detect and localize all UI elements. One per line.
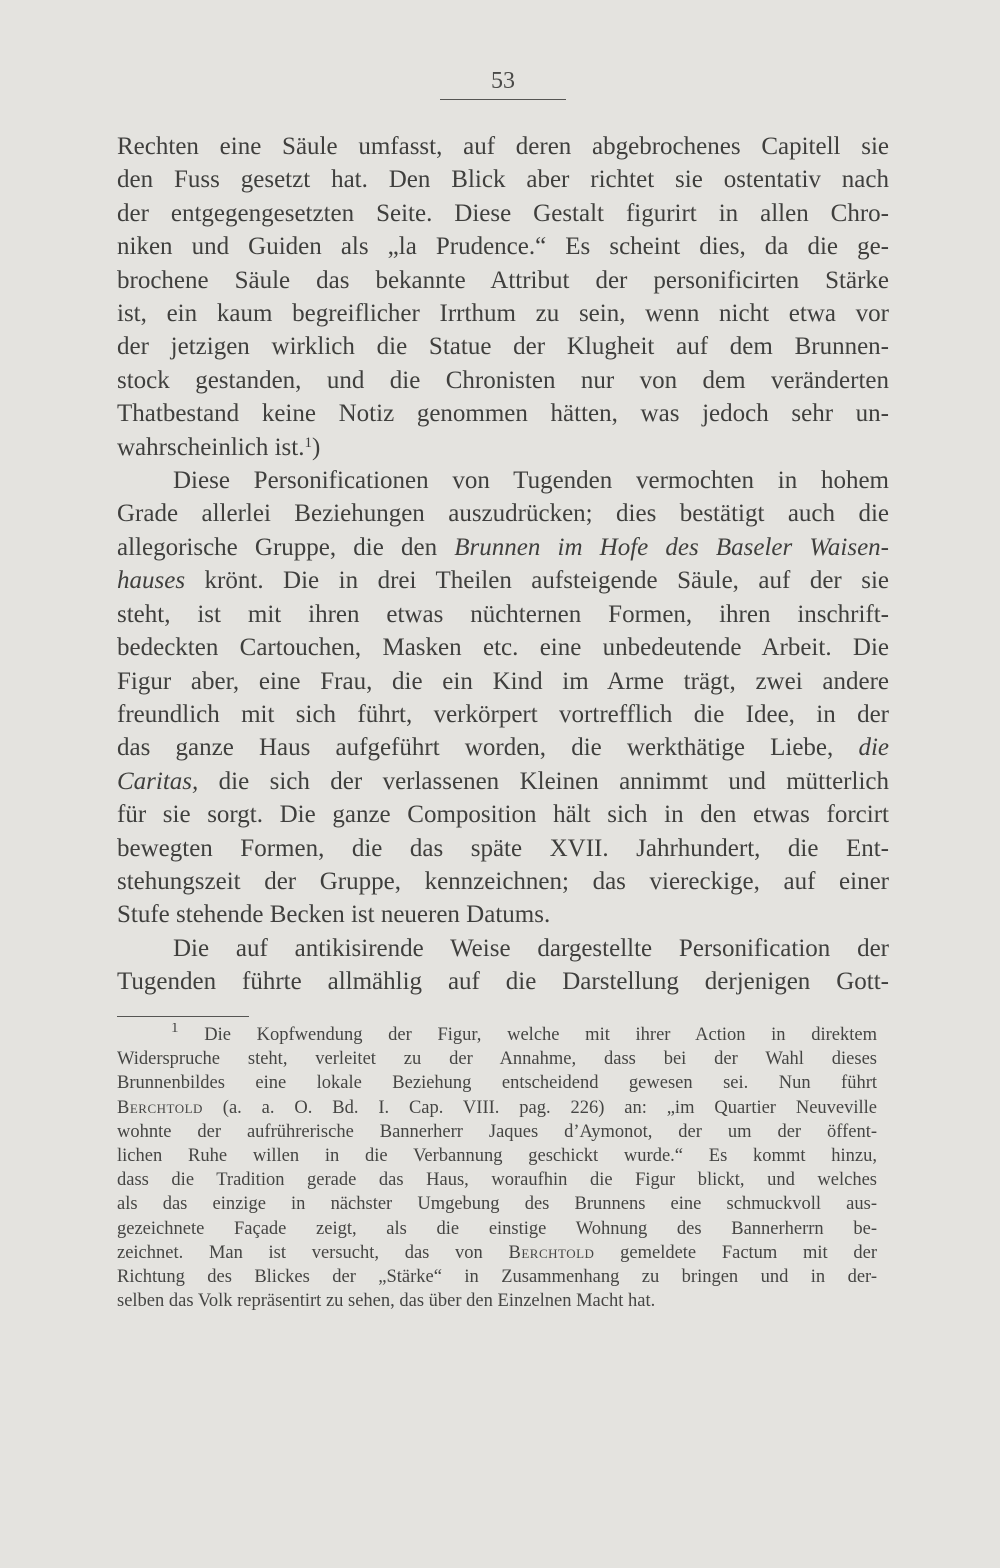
paragraph-1: [117, 130, 889, 464]
footnote-marker: 1: [171, 1023, 179, 1036]
footnote-line: Widerspruche steht, verleitet zu der Annahme, dass bei der Wahl dieses: [117, 1049, 877, 1070]
text-line: Tugenden führte allmählig auf die Darstellung derjenigen Gott-: [117, 968, 889, 996]
text-line: Grade allerlei Beziehungen auszudrücken; dies bestätigt auch die: [117, 500, 889, 528]
text-line: der jetzigen wirklich die Statue der Klugheit auf dem Brunnen-: [117, 333, 889, 361]
text-fragment: gemeldete Factum mit der: [594, 1242, 877, 1263]
footnote-line: lichen Ruhe willen in die Verbannung geschickt wurde.“ Es kommt hinzu,: [117, 1146, 877, 1167]
text-fragment: allegorische Gruppe, die den: [117, 533, 455, 561]
text-line: Diese Personificationen von Tugenden vermochten in hohem: [173, 467, 889, 495]
text-line: Die auf antikisirende Weise dargestellte Personification der: [173, 934, 889, 962]
footnote-separator: [117, 1016, 249, 1017]
text-fragment: Die Kopfwendung der Figur, welche mit ihrer Action in direktem: [204, 1025, 877, 1045]
footnote-line: Brunnenbildes eine lokale Beziehung entscheidend gewesen sei. Nun führt: [117, 1073, 877, 1094]
footnote-line: dass die Tradition gerade das Haus, woraufhin die Figur blickt, und welches: [117, 1170, 877, 1191]
page-number-rule: [440, 99, 566, 100]
text-line: [117, 731, 889, 764]
text-fragment: zeichnet. Man ist versucht, das von: [117, 1242, 509, 1263]
text-line: Thatbestand keine Notiz genommen hätten, was jedoch sehr un-: [117, 400, 889, 428]
footnote-1: [117, 1023, 877, 1313]
main-text: [117, 130, 889, 999]
text-line: [117, 431, 889, 464]
text-line: für sie sorgt. Die ganze Composition hält sich in den etwas forcirt: [117, 801, 889, 829]
text-fragment: wahrscheinlich ist.: [117, 433, 305, 461]
footnote-line: [117, 1096, 877, 1120]
text-line: der entgegengesetzten Seite. Diese Gestalt figurirt in allen Chro-: [117, 199, 889, 227]
text-fragment: krönt. Die in drei Theilen aufsteigende Säule, auf der sie: [185, 567, 889, 595]
text-line: niken und Guiden als „la Prudence.“ Es scheint dies, da die ge-: [117, 233, 889, 261]
text-line: bewegten Formen, die das späte XVII. Jahrhundert, die Ent-: [117, 834, 889, 862]
text-line: den Fuss gesetzt hat. Den Blick aber richtet sie ostentativ nach: [117, 166, 889, 194]
footnote-line: Richtung des Blickes der „Stärke“ in Zusammenhang zu bringen und in der-: [117, 1267, 877, 1288]
footnote-line: gezeichnete Façade zeigt, als die einstige Wohnung des Bannerherrn be-: [117, 1218, 877, 1239]
text-fragment: ): [311, 433, 321, 461]
text-fragment: die sich der verlassenen Kleinen annimmt und mütterlich: [198, 767, 889, 795]
text-fragment: das ganze Haus aufgeführt worden, die werkthätige Liebe,: [117, 734, 859, 762]
text-line: Figur aber, eine Frau, die ein Kind im Arme trägt, zwei andere: [117, 667, 889, 695]
author-name: Berchtold: [117, 1097, 203, 1118]
page-number: 53: [491, 68, 515, 94]
italic-text: hauses: [117, 567, 186, 595]
text-line: [117, 765, 889, 798]
footnote-line: selben das Volk repräsentirt zu sehen, das über den Einzelnen Macht hat.: [117, 1291, 656, 1312]
text-line: [117, 564, 889, 597]
text-line: steht, ist mit ihren etwas nüchternen Formen, ihren inschrift-: [117, 600, 889, 628]
footnote-line: [117, 1023, 877, 1047]
text-line: stehungszeit der Gruppe, kennzeichnen; das viereckige, auf einer: [117, 867, 889, 895]
text-line: Rechten eine Säule umfasst, auf deren abgebrochenes Capitell sie: [117, 133, 889, 160]
footnote-line: [117, 1241, 877, 1265]
italic-text: Brunnen im Hofe des Baseler Waisen-: [454, 533, 889, 561]
text-line: stock gestanden, und die Chronisten nur von dem veränderten: [117, 366, 889, 394]
author-name: Berchtold: [508, 1242, 595, 1263]
text-line: ist, ein kaum begreiflicher Irrthum zu sein, wenn nicht etwa vor: [117, 300, 889, 328]
italic-text: die: [858, 734, 889, 762]
footnote-line: als das einzige in nächster Umgebung des Brunnens eine schmuckvoll aus-: [117, 1194, 877, 1215]
text-fragment: (a. a. O. Bd. I. Cap. VIII. pag. 226) an: „im Quartier Neuveville: [202, 1097, 877, 1118]
text-line: brochene Säule das bekannte Attribut der personificirten Stärke: [117, 266, 889, 294]
text-line: [117, 531, 889, 564]
paragraph-3: [117, 932, 889, 999]
paragraph-2: [117, 464, 889, 932]
text-line: Stufe stehende Becken ist neueren Datums.: [117, 901, 551, 929]
italic-text: Caritas,: [117, 767, 199, 795]
footnote-line: wohnte der aufrührerische Bannerherr Jaques d’Aymonot, der um der öffent-: [117, 1121, 877, 1142]
text-line: bedeckten Cartouchen, Masken etc. eine unbedeutende Arbeit. Die: [117, 634, 889, 662]
footnote-reference[interactable]: 1: [304, 434, 312, 451]
text-line: freundlich mit sich führt, verkörpert vortrefflich die Idee, in der: [117, 700, 889, 728]
